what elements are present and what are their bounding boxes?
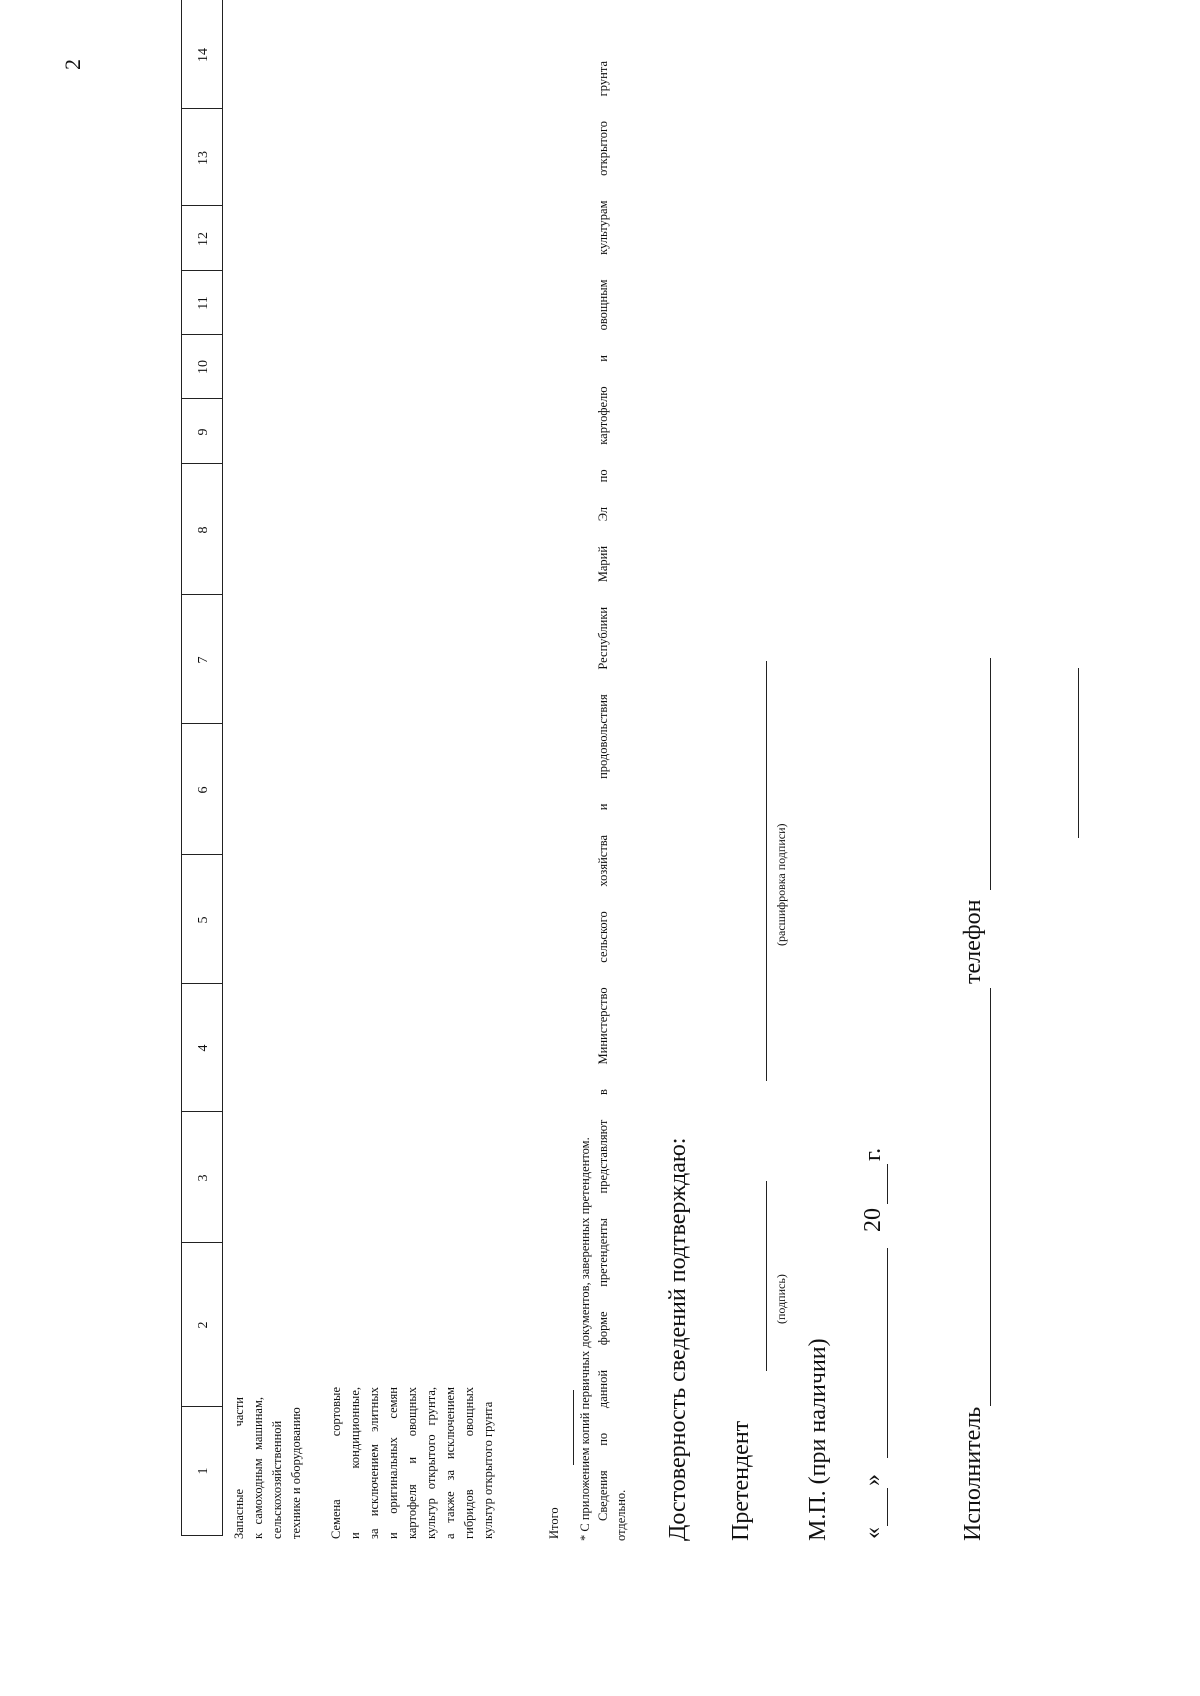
col-sep	[181, 108, 222, 109]
column-number: 4	[196, 1044, 211, 1052]
phone-label: телефон	[960, 899, 986, 984]
col-sep	[181, 1406, 222, 1407]
col-sep	[181, 1242, 222, 1243]
decoding-caption: (расшифровка подписи)	[774, 823, 788, 946]
column-number: 8	[196, 526, 211, 534]
date-day-line	[887, 1488, 888, 1526]
column-number: 14	[196, 48, 211, 62]
column-number: 3	[196, 1174, 211, 1182]
date-close-quote: »	[860, 1474, 886, 1486]
column-number: 13	[196, 151, 211, 165]
row-label-line: гибридов овощных	[462, 1387, 476, 1539]
decoding-line	[766, 661, 767, 1081]
footnote-separator	[573, 1390, 574, 1465]
row-label-line: и кондиционные,	[348, 1387, 362, 1539]
executor-label: Исполнитель	[960, 1406, 986, 1541]
footnote-separately: отдельно.	[614, 1489, 628, 1541]
row-label-line: картофеля и овощных	[405, 1387, 419, 1539]
row-label-line: сельскохозяйственной	[270, 1420, 284, 1539]
column-number: 6	[196, 786, 211, 794]
row-label-line: Семена сортовые	[329, 1387, 343, 1539]
col-sep	[181, 723, 222, 724]
row-label-line: культур открытого грунта,	[424, 1387, 438, 1539]
row-label-line: культур открытого грунта	[481, 1401, 495, 1539]
signature-line	[766, 1181, 767, 1371]
row-label-line: Итого	[547, 1507, 561, 1539]
row-label-line: технике и оборудованию	[289, 1407, 303, 1539]
col-sep	[181, 398, 222, 399]
table-header-bottom-border	[222, 0, 223, 1536]
col-sep	[181, 270, 222, 271]
table-row-seeds	[327, 1387, 498, 1539]
col-sep	[181, 1111, 222, 1112]
column-number: 5	[196, 916, 211, 924]
col-sep	[181, 854, 222, 855]
date-year-suffix: г.	[860, 1147, 886, 1161]
blank-line	[1078, 668, 1079, 838]
stamp-label: М.П. (при наличии)	[805, 1338, 831, 1541]
certify-heading: Достоверность сведений подтверждаю:	[665, 1137, 691, 1541]
column-number: 12	[196, 232, 211, 246]
table-row-total	[545, 1397, 564, 1539]
col-sep	[181, 983, 222, 984]
executor-line	[990, 988, 991, 1406]
row-label-line: Запасные части	[232, 1397, 246, 1539]
footnote-copies: * С приложением копий первичных документов, заверенных претендентом.	[578, 1137, 592, 1541]
phone-line	[990, 658, 991, 890]
date-year-prefix: 20	[860, 1208, 886, 1232]
table-top-border	[181, 0, 182, 1536]
date-month-line	[887, 1248, 888, 1458]
row-label-line: за исключением элитных	[367, 1387, 381, 1539]
col-sep	[181, 463, 222, 464]
col-sep	[181, 594, 222, 595]
row-label-line: и оригинальных семян	[386, 1387, 400, 1539]
table-left-border	[181, 1535, 222, 1536]
date-open-quote: «	[860, 1527, 886, 1539]
row-label-line: к самоходным машинам,	[251, 1397, 265, 1539]
table-row-spare-parts	[230, 1397, 306, 1539]
signature-caption: (подпись)	[774, 1274, 788, 1324]
column-number: 10	[196, 360, 211, 374]
column-number: 11	[196, 296, 211, 310]
row-label-line: а также за исключением	[443, 1387, 457, 1539]
column-number: 1	[196, 1467, 211, 1475]
applicant-label: Претендент	[728, 1420, 754, 1541]
date-year-line	[887, 1164, 888, 1204]
page-number: 2	[60, 59, 85, 70]
col-sep	[181, 334, 222, 335]
column-number: 2	[196, 1321, 211, 1329]
column-number: 7	[196, 656, 211, 664]
col-sep	[181, 205, 222, 206]
footnote-submission: Сведения по данной форме претенденты представляют в Министерство сельского хозяйства и продовольствия Республики Марий Эл по картофелю и овощным культурам открытого грунта	[596, 61, 610, 1521]
column-number: 9	[196, 428, 211, 436]
